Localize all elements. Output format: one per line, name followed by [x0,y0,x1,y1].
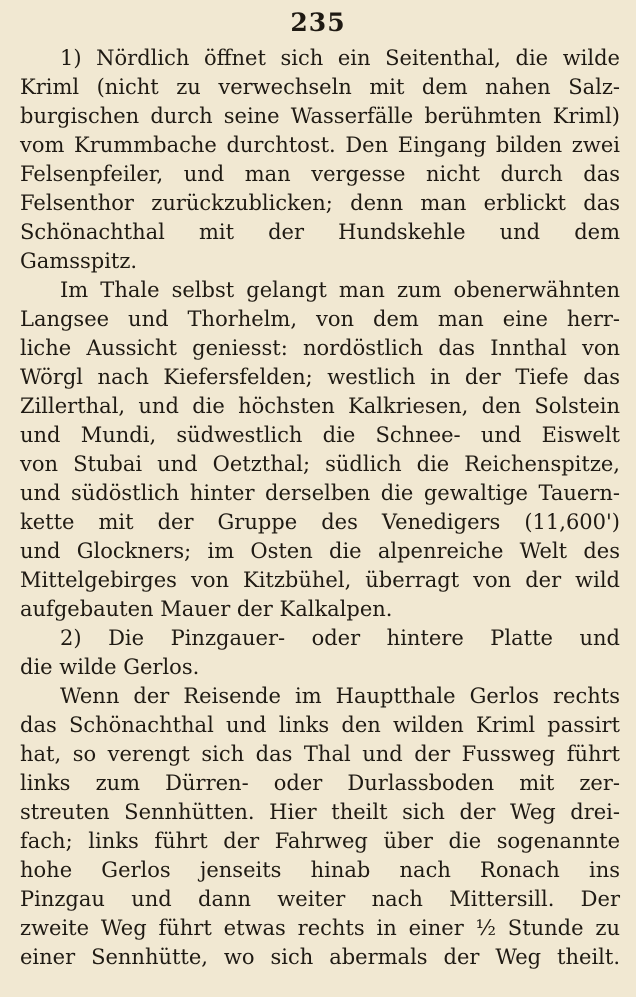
text-line: Im Thale selbst gelangt man zum obenerwähnten [60,278,620,302]
text-line: links zum Dürren- oder Durlassboden mit zer- [20,771,620,795]
text-line: zweite Weg führt etwas rechts in einer ½ Stunde zu [20,916,620,940]
page-number: 235 [290,8,346,37]
text-line: vom Krummbache durchtost. Den Eingang bilden zwei [20,133,620,157]
text-line: 1) Nördlich öffnet sich ein Seitenthal, die wilde [60,46,620,70]
text-line: Zillerthal, und die höchsten Kalkriesen, den Solstein [20,394,620,418]
text-line: Felsenthor zurückzublicken; denn man erblickt das [20,191,620,215]
text-line: und südöstlich hinter derselben die gewaltige Tauern- [20,481,620,505]
text-line: streuten Sennhütten. Hier theilt sich der Weg drei- [20,800,620,824]
text-line: Mittelgebirges von Kitzbühel, überragt von der wild [20,568,620,592]
body-text [20,44,620,972]
text-line: die wilde Gerlos. [20,655,200,679]
text-line: aufgebauten Mauer der Kalkalpen. [20,597,393,621]
text-line: kette mit der Gruppe des Venedigers (11,600') [20,510,620,534]
text-line: liche Aussicht geniesst: nordöstlich das Innthal von [20,336,620,360]
text-line: Wenn der Reisende im Hauptthale Gerlos rechts [60,684,620,708]
text-line: Kriml (nicht zu verwechseln mit dem nahen Salz- [20,75,620,99]
text-line: Gamsspitz. [20,249,138,273]
text-line: Schönachthal mit der Hundskehle und dem [20,220,620,244]
text-line: Wörgl nach Kiefersfelden; westlich in der Tiefe das [20,365,620,389]
text-line: und Glockners; im Osten die alpenreiche Welt des [20,539,620,563]
text-line: 2) Die Pinzgauer- oder hintere Platte und [60,626,620,650]
text-line: hohe Gerlos jenseits hinab nach Ronach ins [20,858,620,882]
text-line: von Stubai und Oetzthal; südlich die Reichenspitze, [20,452,620,476]
text-line: einer Sennhütte, wo sich abermals der Weg theilt. [20,945,620,969]
text-line: burgischen durch seine Wasserfälle berühmten Kriml) [20,104,620,128]
text-line: hat, so verengt sich das Thal und der Fussweg führt [20,742,620,766]
text-line: und Mundi, südwestlich die Schnee- und Eiswelt [20,423,620,447]
text-line: fach; links führt der Fahrweg über die sogenannte [20,829,620,853]
text-line: das Schönachthal und links den wilden Kriml passirt [20,713,620,737]
text-line: Pinzgau und dann weiter nach Mittersill. Der [20,887,620,911]
text-line: Felsenpfeiler, und man vergesse nicht durch das [20,162,620,186]
text-line: Langsee und Thorhelm, von dem man eine herr- [20,307,620,331]
